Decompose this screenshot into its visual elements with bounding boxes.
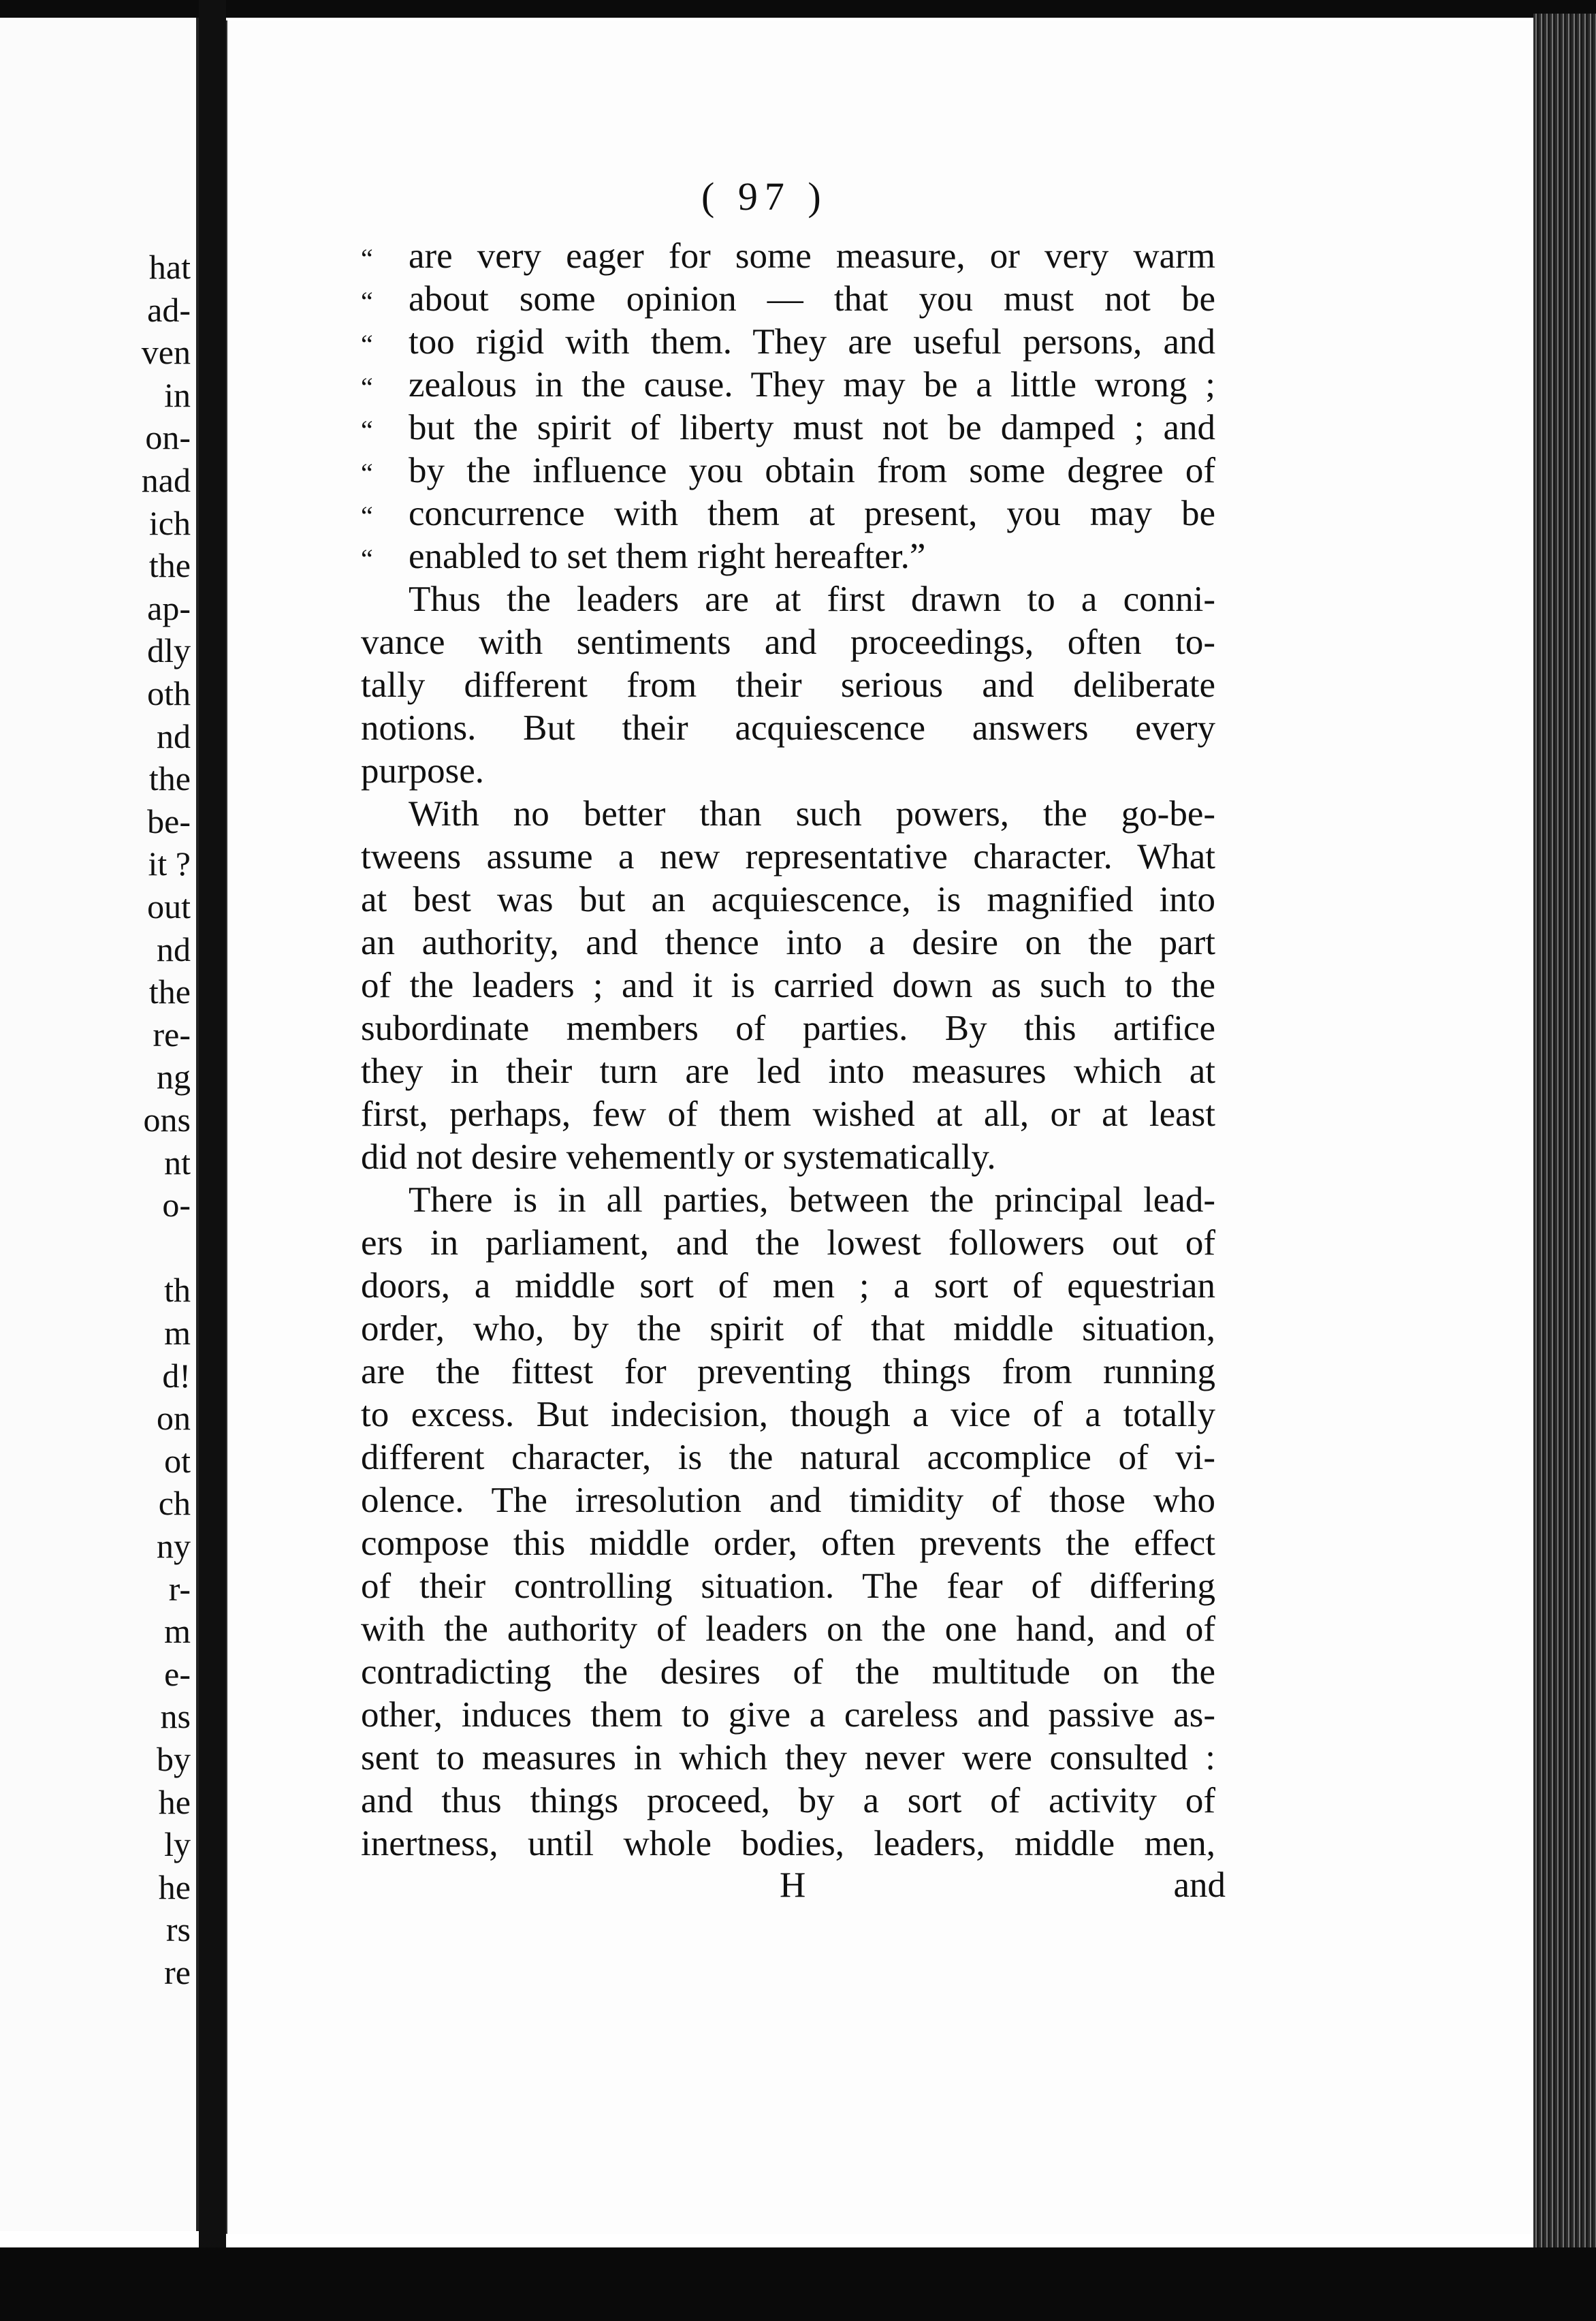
line-text: concurrence with them at present, you may be xyxy=(409,494,1215,533)
text-line xyxy=(361,1565,1215,1608)
left-page-fragment: d! xyxy=(162,1356,191,1395)
left-page-fragment: oth xyxy=(147,674,191,712)
quotation-mark: “ xyxy=(361,243,373,274)
line-text: olence. The irresolution and timidity of those who xyxy=(361,1481,1215,1520)
line-text: did not desire vehemently or systematically. xyxy=(361,1137,996,1177)
text-line xyxy=(361,1136,1215,1179)
line-text: notions. But their acquiescence answers every xyxy=(361,708,1215,748)
line-text: vance with sentiments and proceedings, often to- xyxy=(361,622,1215,662)
page-edges xyxy=(1533,14,1596,2261)
line-text: different character, is the natural accomplice of vi- xyxy=(361,1438,1215,1477)
text-line xyxy=(361,278,1215,321)
left-page-fragment: m xyxy=(164,1314,191,1352)
line-text: tally different from their serious and deliberate xyxy=(361,665,1215,705)
line-text: compose this middle order, often prevents the effect xyxy=(361,1523,1215,1563)
line-text: too rigid with them. They are useful persons, and xyxy=(409,322,1215,362)
text-line xyxy=(361,964,1215,1007)
left-page-fragment: ad- xyxy=(147,290,191,329)
line-text: and thus things proceed, by a sort of activity of xyxy=(361,1781,1215,1820)
quotation-mark: “ xyxy=(361,372,373,402)
left-page-fragment: on- xyxy=(145,418,191,457)
quotation-mark: “ xyxy=(361,543,373,574)
text-line xyxy=(361,836,1215,879)
line-text: subordinate members of parties. By this artifice xyxy=(361,1009,1215,1048)
left-page-fragment: ven xyxy=(141,333,191,372)
left-page-fragment: ly xyxy=(164,1825,191,1864)
text-line xyxy=(361,1308,1215,1351)
text-line xyxy=(361,1737,1215,1780)
line-text: with the authority of leaders on the one hand, and of xyxy=(361,1609,1215,1649)
line-text: are the fittest for preventing things from running xyxy=(361,1352,1215,1391)
left-page-fragment: ich xyxy=(148,503,191,542)
left-page-fragment: ons xyxy=(143,1101,191,1139)
line-text: doors, a middle sort of men ; a sort of equestrian xyxy=(361,1266,1215,1306)
left-page-fragment: nad xyxy=(141,461,191,499)
text-line xyxy=(361,921,1215,964)
left-page-fragment: o- xyxy=(162,1186,191,1225)
line-text: other, induces them to give a careless and passive as- xyxy=(361,1695,1215,1735)
text-line xyxy=(361,364,1215,407)
left-page-fragment: he xyxy=(158,1867,191,1906)
left-page-fragment: he xyxy=(158,1782,191,1821)
left-page-fragment: ns xyxy=(160,1697,191,1736)
left-page-fragment: ap- xyxy=(147,588,191,627)
text-line xyxy=(361,707,1215,750)
left-page-fragment: the xyxy=(148,973,191,1011)
text-line xyxy=(361,1694,1215,1737)
text-line xyxy=(361,1393,1215,1436)
quotation-mark: “ xyxy=(361,458,373,488)
text-line xyxy=(361,1351,1215,1393)
text-line xyxy=(361,664,1215,707)
facing-page-left xyxy=(0,18,199,2231)
left-page-fragment: m xyxy=(164,1612,191,1651)
line-text: of the leaders ; and it is carried down as such to the xyxy=(361,966,1215,1005)
left-page-fragment: ng xyxy=(157,1058,191,1096)
left-page-fragment: out xyxy=(147,887,191,926)
text-line xyxy=(361,535,1215,578)
left-page-fragment: ch xyxy=(158,1484,191,1523)
text-line xyxy=(361,1522,1215,1565)
left-page-fragment: th xyxy=(164,1271,191,1310)
left-page-fragment: the xyxy=(148,759,191,798)
line-text: by the influence you obtain from some degree of xyxy=(409,451,1215,490)
left-page-fragment: re- xyxy=(153,1015,191,1054)
left-page-fragment: dly xyxy=(147,631,191,670)
line-text: they in their turn are led into measures which at xyxy=(361,1052,1215,1091)
page-footer xyxy=(361,1865,1226,1906)
left-page-fragment: rs xyxy=(165,1910,191,1949)
left-page-fragment: be- xyxy=(147,802,191,840)
line-text: order, who, by the spirit of that middle situation, xyxy=(361,1309,1215,1348)
left-page-fragment: nd xyxy=(157,716,191,755)
catchword: and xyxy=(1173,1865,1226,1905)
text-line xyxy=(361,621,1215,664)
page-number: ( 97 ) xyxy=(701,174,828,219)
top-shadow xyxy=(0,0,1596,18)
left-page-fragment: nt xyxy=(164,1143,191,1182)
line-text: an authority, and thence into a desire on the part xyxy=(361,923,1215,962)
left-page-fragment: ot xyxy=(164,1441,191,1480)
left-page-fragment: on xyxy=(157,1399,191,1438)
line-text: at best was but an acquiescence, is magnified into xyxy=(361,880,1215,919)
line-text: zealous in the cause. They may be a little wrong ; xyxy=(409,365,1215,405)
text-line xyxy=(361,235,1215,278)
text-line xyxy=(361,1007,1215,1050)
text-line xyxy=(361,578,1215,621)
text-line xyxy=(361,793,1215,836)
left-page-fragment: re xyxy=(164,1953,191,1991)
line-text: enabled to set them right hereafter.” xyxy=(409,537,926,576)
line-text: first, perhaps, few of them wished at all, or at least xyxy=(361,1094,1215,1134)
line-text: With no better than such powers, the go-be- xyxy=(409,794,1215,834)
left-page-fragment: e- xyxy=(164,1654,191,1693)
line-text: contradicting the desires of the multitude on the xyxy=(361,1652,1215,1692)
text-line xyxy=(361,1050,1215,1093)
line-text: Thus the leaders are at first drawn to a conni- xyxy=(409,580,1215,619)
left-page-fragment: r- xyxy=(168,1569,191,1608)
line-text: of their controlling situation. The fear of differing xyxy=(361,1566,1215,1606)
quotation-mark: “ xyxy=(361,329,373,360)
body-text xyxy=(361,235,1215,1865)
text-line xyxy=(361,1608,1215,1651)
book-gutter xyxy=(199,0,226,2321)
line-text: tweens assume a new representative character. What xyxy=(361,837,1215,877)
signature-mark: H xyxy=(780,1865,806,1905)
text-line xyxy=(361,1436,1215,1479)
left-page-fragment: by xyxy=(157,1740,191,1778)
line-text: There is in all parties, between the principal lead- xyxy=(409,1180,1215,1220)
text-line xyxy=(361,1265,1215,1308)
text-line xyxy=(361,449,1215,492)
text-line xyxy=(361,1479,1215,1522)
quotation-mark: “ xyxy=(361,286,373,317)
quotation-mark: “ xyxy=(361,415,373,445)
line-text: about some opinion — that you must not be xyxy=(409,279,1215,319)
left-page-fragment: hat xyxy=(148,248,191,286)
left-page-fragment: ny xyxy=(157,1527,191,1565)
text-line xyxy=(361,1179,1215,1222)
text-line xyxy=(361,1093,1215,1136)
line-text: inertness, until whole bodies, leaders, middle men, xyxy=(361,1824,1215,1863)
left-page-fragment: it ? xyxy=(148,844,191,883)
left-page-fragment: in xyxy=(164,375,191,414)
text-line xyxy=(361,1222,1215,1265)
left-page-fragment: the xyxy=(148,546,191,585)
line-text: ers in parliament, and the lowest followers out of xyxy=(361,1223,1215,1263)
text-line xyxy=(361,1780,1215,1822)
text-line xyxy=(361,1822,1215,1865)
bottom-shadow xyxy=(0,2247,1596,2321)
quotation-mark: “ xyxy=(361,501,373,531)
text-line xyxy=(361,321,1215,364)
text-line xyxy=(361,879,1215,921)
text-line xyxy=(361,1651,1215,1694)
line-text: purpose. xyxy=(361,751,485,791)
line-text: to excess. But indecision, though a vice of a totally xyxy=(361,1395,1215,1434)
text-line xyxy=(361,750,1215,793)
text-line xyxy=(361,407,1215,449)
text-line xyxy=(361,492,1215,535)
left-page-fragment: nd xyxy=(157,930,191,968)
line-text: are very eager for some measure, or very warm xyxy=(409,236,1215,276)
line-text: but the spirit of liberty must not be damped ; and xyxy=(409,408,1215,447)
line-text: sent to measures in which they never were consulted : xyxy=(361,1738,1215,1778)
